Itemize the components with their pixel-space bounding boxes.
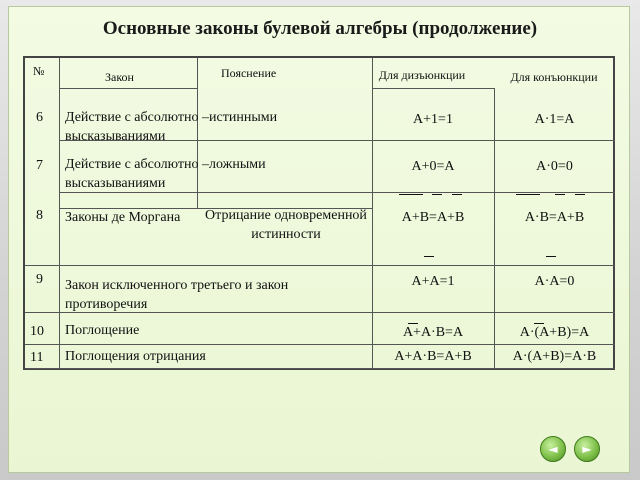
negation-bar [546, 256, 556, 257]
negation-bar [408, 323, 418, 324]
header-explanation: Пояснение [221, 66, 277, 80]
disjunction-formula: A+A·B=A+B [394, 349, 472, 364]
law-name: Поглощения отрицания [65, 349, 206, 364]
prev-slide-button[interactable] [540, 436, 566, 462]
negation-bar [575, 194, 585, 195]
conjunction-formula: A·(A+B)=A [519, 325, 590, 340]
row-number: 7 [36, 158, 43, 173]
negation-bar [534, 323, 544, 324]
row-number: 11 [30, 350, 44, 365]
law-name: Законы де Моргана [65, 210, 181, 225]
negation-bar [452, 194, 462, 195]
law-name: Действие с абсолютно –ложными высказываниями [65, 157, 266, 191]
row-number: 9 [36, 272, 43, 287]
law-explanation: Отрицание одновременной истинности [205, 208, 367, 242]
row-number: 8 [36, 208, 43, 223]
header-law: Закон [105, 70, 134, 84]
law-name: Действие с абсолютно –истинными высказываниями [65, 110, 278, 144]
disjunction-formula: A+B=A+B [401, 210, 465, 225]
law-name: Закон исключенного третьего и закон противоречия [65, 278, 289, 312]
negation-bar [432, 194, 442, 195]
negation-bar [555, 194, 565, 195]
laws-table [23, 56, 615, 370]
header-disjunction: Для дизъюнкции [378, 68, 466, 82]
conjunction-formula: A·1=A [534, 112, 575, 127]
conjunction-formula: A·(A+B)=A·B [512, 349, 597, 364]
negation-bar [516, 194, 540, 195]
row-number: 10 [30, 324, 44, 339]
header-number: № [33, 64, 45, 78]
disjunction-formula: A+A·B=A [402, 325, 464, 340]
header-conjunction: Для конъюнкции [510, 70, 598, 84]
disjunction-formula: A+1=1 [413, 112, 453, 127]
row-number: 6 [36, 110, 43, 125]
disjunction-formula: A+A=1 [411, 274, 455, 289]
conjunction-formula: A·A=0 [534, 274, 575, 289]
arrow-left-icon: ◄ [548, 442, 558, 456]
negation-bar [399, 194, 423, 195]
conjunction-formula: A·B=A+B [524, 210, 585, 225]
disjunction-formula: A+0=A [411, 159, 455, 174]
arrow-right-icon: ► [582, 442, 592, 456]
law-name: Поглощение [65, 323, 140, 338]
page-title: Основные законы булевой алгебры (продолжение) [102, 18, 538, 39]
negation-bar [424, 256, 434, 257]
next-slide-button[interactable] [574, 436, 600, 462]
conjunction-formula: A·0=0 [536, 159, 573, 174]
